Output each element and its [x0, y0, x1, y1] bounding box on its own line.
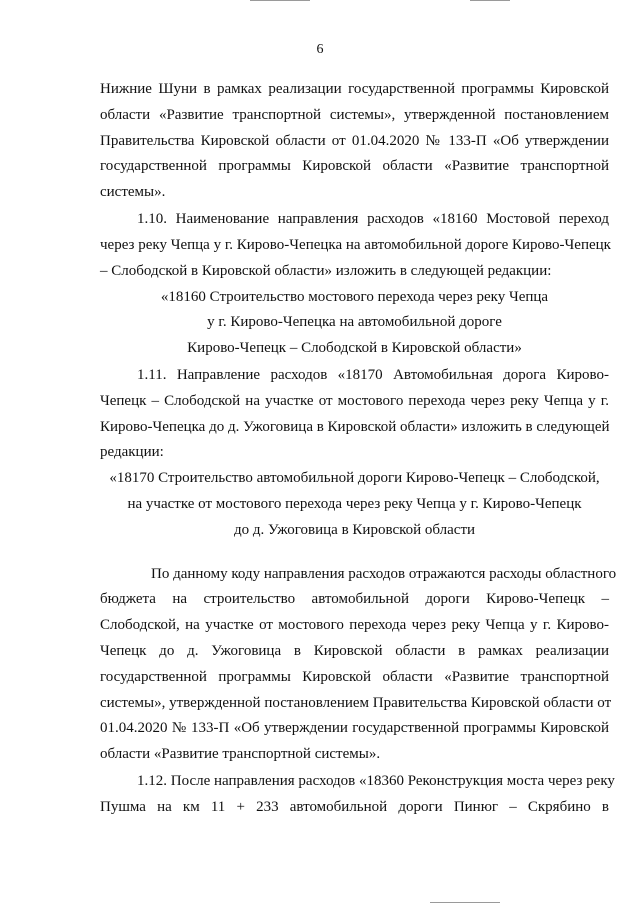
text-line: редакции: — [100, 444, 164, 460]
text-line: 01.04.2020 № 133-П «Об утверждении государственной программы Кировской — [100, 720, 609, 736]
quoted-heading-line: на участке от мостового перехода через реку Чепца у г. Кирово-Чепецк — [127, 496, 582, 512]
text-line: Пушма на км 11 + 233 автомобильной дороги Пинюг – Скрябино в — [100, 799, 609, 815]
scan-artifact-top-right — [470, 0, 510, 1]
text-line: 1.10. Наименование направления расходов «18160 Мостовой переход — [137, 211, 609, 227]
text-line: Слободской, на участке от мостового перехода через реку Чепца у г. Кирово- — [100, 617, 609, 633]
quoted-heading-line: до д. Ужоговица в Кировской области — [233, 522, 476, 538]
text-line: Кирово-Чепецка до д. Ужоговица в Кировской области» изложить в следующей — [100, 419, 610, 435]
scan-artifact-bottom — [430, 902, 500, 903]
text-line: 1.12. После направления расходов «18360 Реконструкция моста через реку — [137, 773, 615, 789]
text-line: государственной программы Кировской области «Развитие транспортной — [100, 158, 609, 174]
text-line: Чепецк до д. Ужоговица в Кировской области в рамках реализации — [100, 643, 609, 659]
text-line: области «Развитие транспортной системы», утвержденной постановлением — [100, 107, 609, 123]
text-line: бюджета на строительство автомобильной дороги Кирово-Чепецк – — [100, 591, 609, 607]
text-line: 1.11. Направление расходов «18170 Автомобильная дорога Кирово- — [137, 367, 609, 383]
text-line: Правительства Кировской области от 01.04.2020 № 133-П «Об утверждении — [100, 133, 609, 149]
quoted-heading-line: Кирово-Чепецк – Слободской в Кировской области» — [187, 340, 522, 356]
text-line: системы». — [100, 184, 166, 200]
text-line: По данному коду направления расходов отражаются расходы областного — [151, 566, 617, 582]
scan-artifact-top — [250, 0, 310, 1]
text-line: через реку Чепца у г. Кирово-Чепецка на автомобильной дороге Кирово-Чепецк — [100, 237, 611, 253]
text-line: Нижние Шуни в рамках реализации государственной программы Кировской — [100, 81, 609, 97]
text-line: – Слободской в Кировской области» изложить в следующей редакции: — [100, 263, 552, 279]
quoted-heading-line: у г. Кирово-Чепецка на автомобильной дороге — [207, 314, 502, 330]
text-line: области «Развитие транспортной системы». — [100, 746, 381, 762]
text-line: государственной программы Кировской области «Развитие транспортной — [100, 669, 609, 685]
quoted-heading-line: «18170 Строительство автомобильной дороги Кирово-Чепецк – Слободской, — [109, 470, 600, 486]
text-line: системы», утвержденной постановлением Правительства Кировской области от — [100, 695, 612, 711]
page-number: 6 — [316, 42, 324, 57]
quoted-heading-line: «18160 Строительство мостового перехода через реку Чепца — [160, 289, 549, 305]
text-line: Чепецк – Слободской на участке от мостового перехода через реку Чепца у г. — [100, 393, 609, 409]
